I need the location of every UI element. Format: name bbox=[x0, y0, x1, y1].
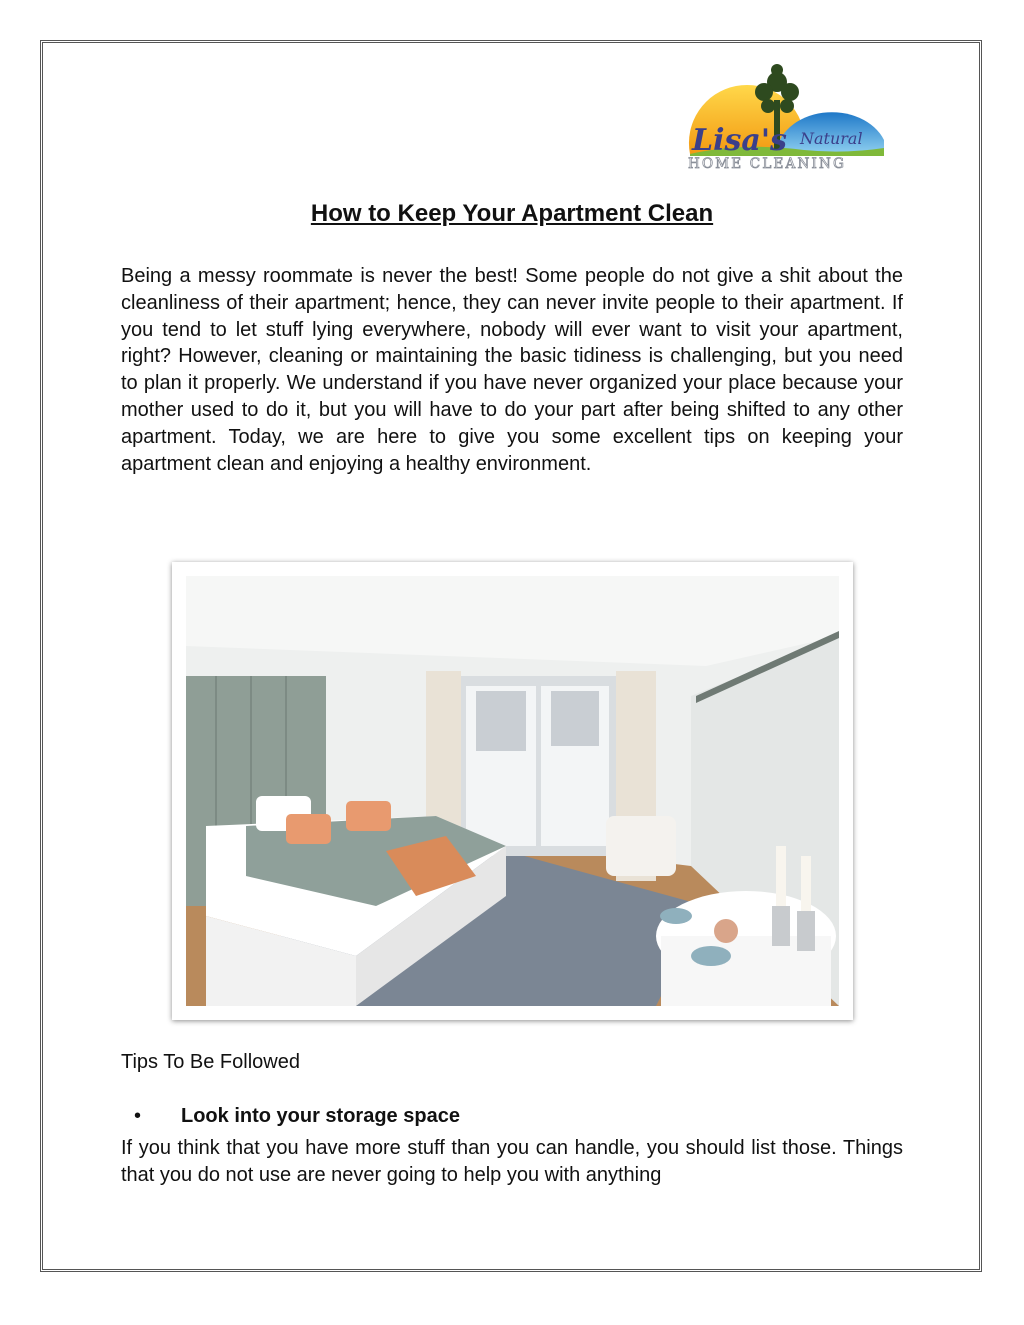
bedroom-photo bbox=[186, 576, 839, 1006]
intro-paragraph: Being a messy roommate is never the best! Some people do not give a shit about the cleanliness of their apartment; hence, they can never invite people to their apartment. If you tend to let stuff lying everywhere, nobody will ever want to visit your apartment, right? However, cleaning or maintaining the basic tidiness is challenging, but you need to plan it properly. We understand if you have never organized your place because your mother used to do it, but you will have to do your part after being shifted to any other apartment. Today, we are here to give you some excellent tips on keeping your apartment clean and enjoying a healthy environment. bbox=[121, 265, 903, 475]
logo-script-text: Lisa's bbox=[692, 123, 787, 158]
bedroom-photo-frame bbox=[172, 562, 853, 1020]
tip-title: Look into your storage space bbox=[181, 1105, 460, 1127]
logo-natural-text: Natural bbox=[800, 129, 863, 148]
bullet-icon: • bbox=[134, 1105, 142, 1127]
page-title: How to Keep Your Apartment Clean bbox=[310, 200, 714, 227]
logo-tagline: HOME CLEANING bbox=[688, 156, 847, 172]
tip-body: If you think that you have more stuff than you can handle, you should list those. Things that you do not use are never going to help you with anything bbox=[121, 1137, 903, 1186]
section-heading: Tips To Be Followed bbox=[121, 1051, 300, 1073]
lisas-natural-logo bbox=[684, 62, 892, 172]
